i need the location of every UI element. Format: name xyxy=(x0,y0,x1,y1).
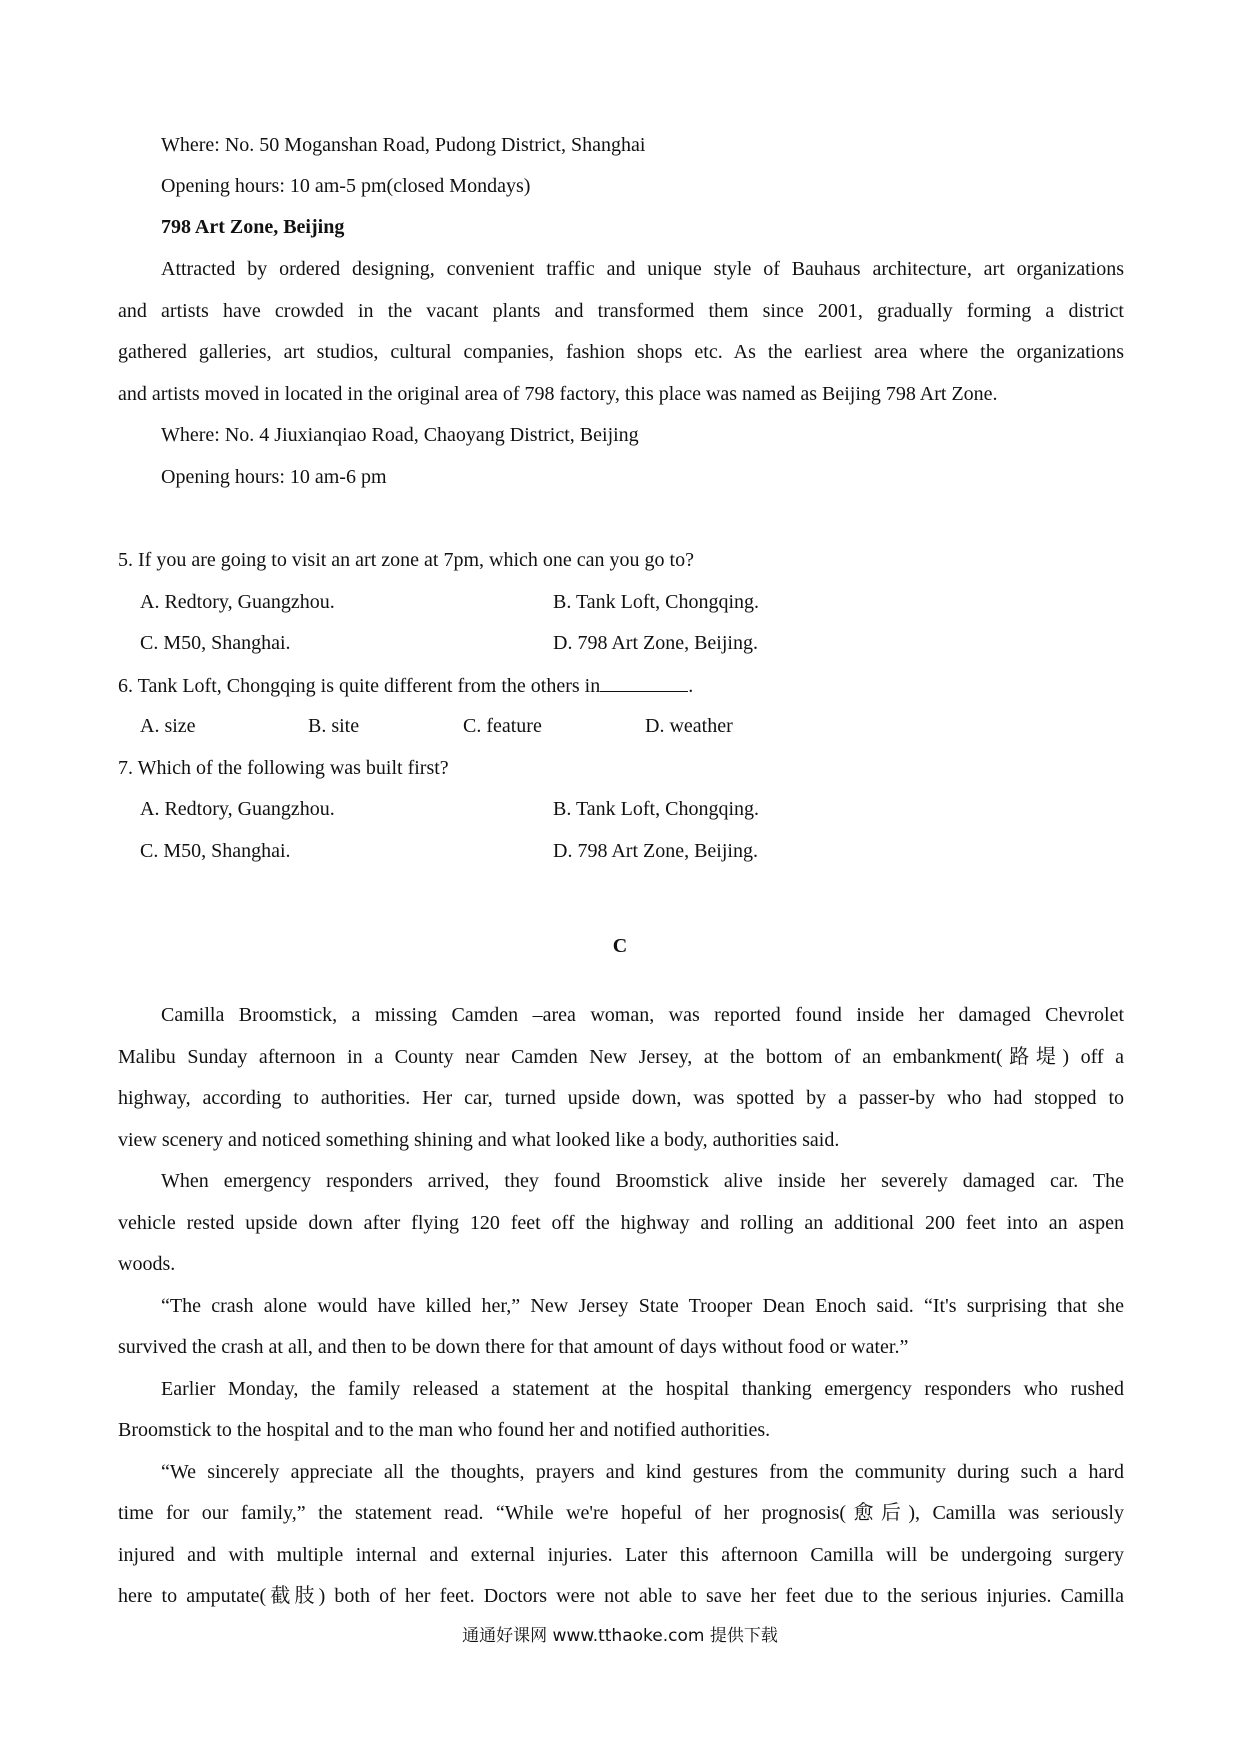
q5-option-d: D. 798 Art Zone, Beijing. xyxy=(553,632,758,654)
q7-option-b: B. Tank Loft, Chongqing. xyxy=(553,798,760,820)
passage-line: Malibu Sunday afternoon in a County near Camden New Jersey, at the bottom of an embankment(路堤) off a xyxy=(118,1046,1124,1068)
m50-where: Where: No. 50 Moganshan Road, Pudong District, Shanghai xyxy=(161,134,646,156)
passage-line: Broomstick to the hospital and to the man who found her and notified authorities. xyxy=(118,1419,771,1441)
passage-line: here to amputate(截肢) both of her feet. Doctors were not able to save her feet due to the serious injuries. Camilla xyxy=(118,1585,1124,1607)
section-c-heading: C xyxy=(612,935,628,957)
passage-line: “The crash alone would have killed her,” New Jersey State Trooper Dean Enoch said. “It's surprising that she xyxy=(161,1295,1124,1317)
q5-stem: 5. If you are going to visit an art zone at 7pm, which one can you go to? xyxy=(118,549,694,571)
zone798-body-line: and artists have crowded in the vacant plants and transformed them since 2001, gradually forming a district xyxy=(118,300,1124,322)
zone798-body-line: gathered galleries, art studios, cultural companies, fashion shops etc. As the earliest area where the organizations xyxy=(118,341,1124,363)
q5-option-a: A. Redtory, Guangzhou. xyxy=(140,591,335,613)
q7-option-a: A. Redtory, Guangzhou. xyxy=(140,798,335,820)
footer-source-text: 通通好课网 www.tthaoke.com 提供下载 xyxy=(462,1626,778,1646)
m50-hours: Opening hours: 10 am-5 pm(closed Mondays) xyxy=(161,175,531,197)
q7-option-c: C. M50, Shanghai. xyxy=(140,840,291,862)
q6-option-a: A. size xyxy=(140,715,196,737)
passage-line: When emergency responders arrived, they found Broomstick alive inside her severely damaged car. The xyxy=(161,1170,1124,1192)
passage-line: Earlier Monday, the family released a statement at the hospital thanking emergency responders who rushed xyxy=(161,1378,1124,1400)
zone798-where: Where: No. 4 Jiuxianqiao Road, Chaoyang District, Beijing xyxy=(161,424,639,446)
passage-line: time for our family,” the statement read. “While we're hopeful of her prognosis(愈后), Camilla was seriously xyxy=(118,1502,1124,1524)
passage-line: vehicle rested upside down after flying 120 feet off the highway and rolling an additional 200 feet into an aspen xyxy=(118,1212,1124,1234)
q6-option-b: B. site xyxy=(308,715,360,737)
q5-option-c: C. M50, Shanghai. xyxy=(140,632,291,654)
q6-option-c: C. feature xyxy=(463,715,542,737)
q6-stem-line xyxy=(118,673,693,698)
q6-option-d: D. weather xyxy=(645,715,733,737)
passage-line: injured and with multiple internal and external injuries. Later this afternoon Camilla will be undergoing surgery xyxy=(118,1544,1124,1566)
passage-line: woods. xyxy=(118,1253,176,1275)
q6-stem: 6. Tank Loft, Chongqing is quite different from the others in xyxy=(118,675,601,697)
q5-option-b: B. Tank Loft, Chongqing. xyxy=(553,591,760,613)
q7-option-d: D. 798 Art Zone, Beijing. xyxy=(553,840,758,862)
zone798-hours: Opening hours: 10 am-6 pm xyxy=(161,466,387,488)
q6-answer-blank xyxy=(600,673,688,692)
zone798-body-line: Attracted by ordered designing, convenient traffic and unique style of Bauhaus architecture, art organizations xyxy=(161,258,1124,280)
passage-line: “We sincerely appreciate all the thoughts, prayers and kind gestures from the community during such a hard xyxy=(161,1461,1124,1483)
passage-line: Camilla Broomstick, a missing Camden –area woman, was reported found inside her damaged Chevrolet xyxy=(161,1004,1124,1026)
q6-stem-end: . xyxy=(688,675,694,697)
passage-line: view scenery and noticed something shining and what looked like a body, authorities said. xyxy=(118,1129,840,1151)
passage-line: survived the crash at all, and then to be down there for that amount of days without food or water.” xyxy=(118,1336,909,1358)
zone798-body-line: and artists moved in located in the original area of 798 factory, this place was named as Beijing 798 Art Zone. xyxy=(118,383,998,405)
passage-line: highway, according to authorities. Her car, turned upside down, was spotted by a passer-by who had stopped to xyxy=(118,1087,1124,1109)
q7-stem: 7. Which of the following was built first? xyxy=(118,757,449,779)
zone798-title: 798 Art Zone, Beijing xyxy=(161,216,345,238)
